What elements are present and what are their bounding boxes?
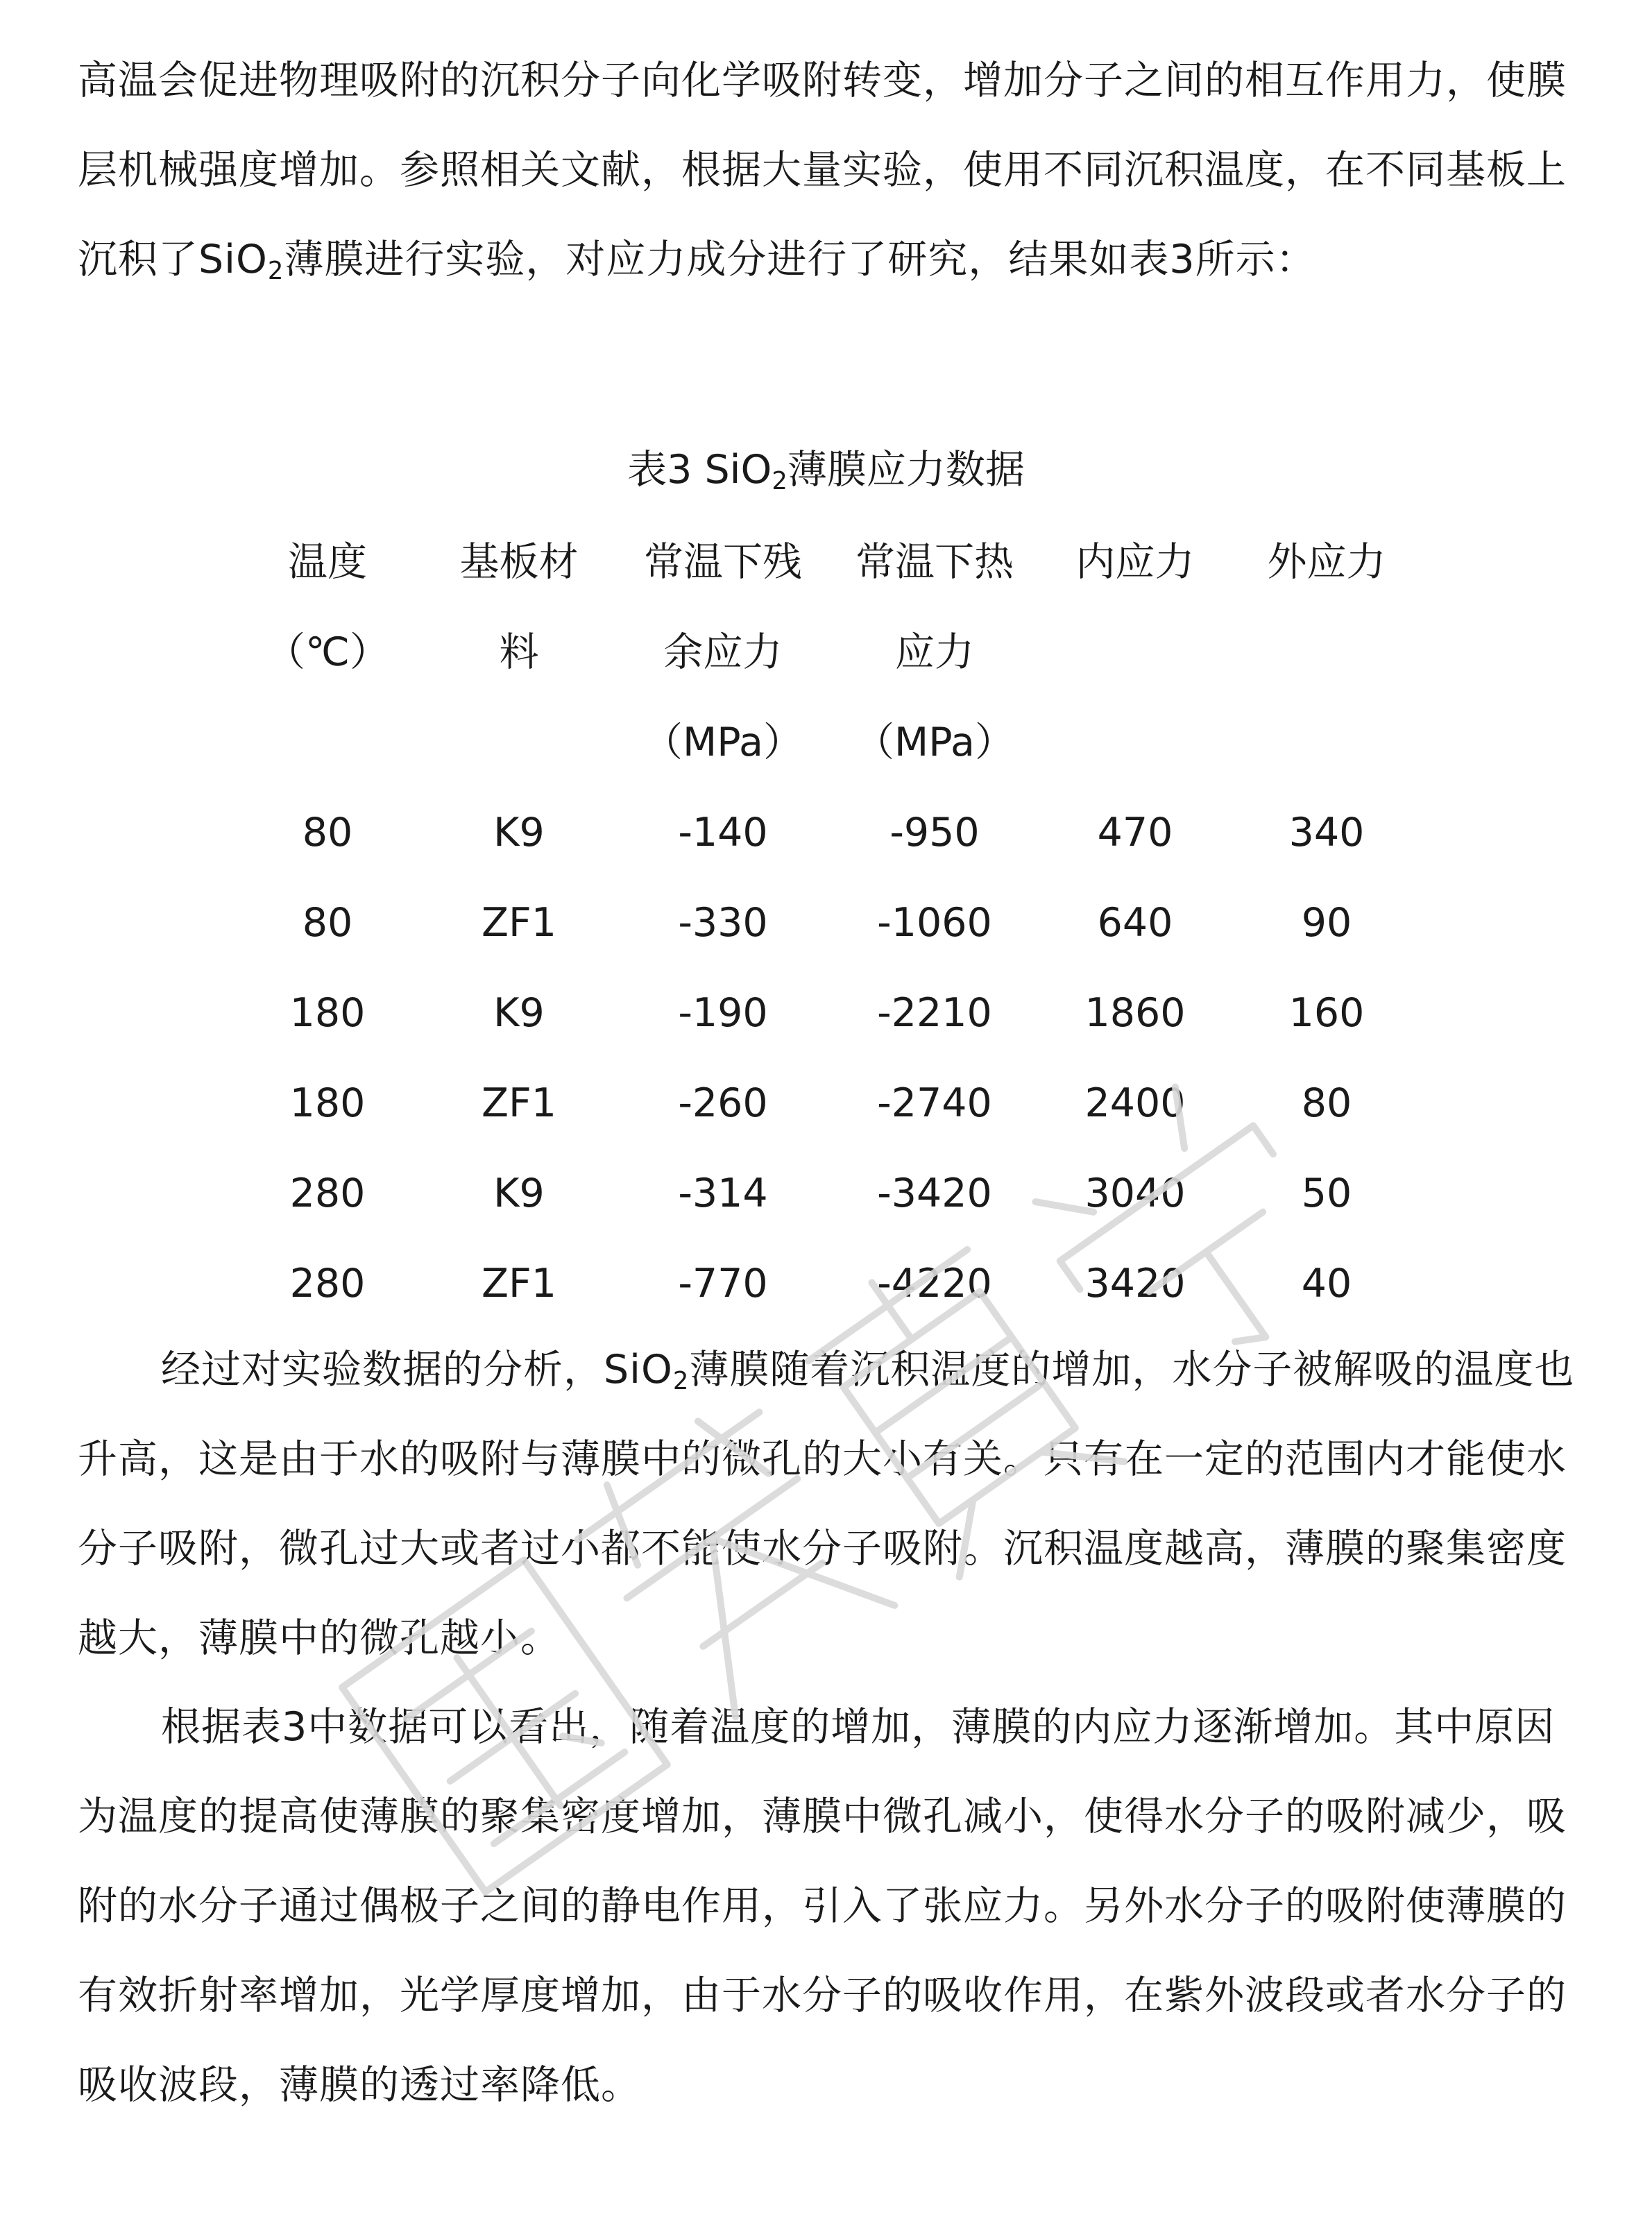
table-header-line bbox=[0, 517, 1652, 607]
table-cell: 1860 bbox=[1084, 990, 1186, 1036]
table-cell: -140 bbox=[678, 810, 768, 856]
paragraph-intro-tail: 薄膜进行实验，对应力成分进行了研究，结果如表3所示： bbox=[284, 237, 1316, 282]
header-cell: 基板材 bbox=[459, 539, 579, 585]
table-row bbox=[0, 968, 1652, 1058]
table-cell: -950 bbox=[889, 810, 980, 856]
header-cell: （MPa） bbox=[855, 720, 1014, 765]
paragraph-analysis-head: 经过对实验数据的分析，SiO bbox=[161, 1347, 673, 1393]
table-caption bbox=[0, 435, 1652, 504]
table-cell: 640 bbox=[1097, 900, 1173, 946]
table-cell: 180 bbox=[289, 990, 366, 1036]
table-cell: -1060 bbox=[877, 900, 992, 946]
table-cell: -770 bbox=[678, 1261, 768, 1307]
table-header-line bbox=[0, 607, 1652, 697]
table-cell: 80 bbox=[302, 900, 353, 946]
header-cell: 常温下热 bbox=[855, 539, 1014, 585]
table-cell: 180 bbox=[289, 1080, 366, 1126]
caption-subscript: 2 bbox=[772, 466, 787, 495]
table-cell: -330 bbox=[678, 900, 768, 946]
table-cell: ZF1 bbox=[481, 1261, 557, 1307]
table-row bbox=[0, 878, 1652, 968]
table-cell: 2400 bbox=[1084, 1080, 1186, 1126]
table-cell: 50 bbox=[1301, 1171, 1352, 1216]
table-cell: -2210 bbox=[877, 990, 992, 1036]
table-cell: 340 bbox=[1288, 810, 1365, 856]
header-cell: 内应力 bbox=[1075, 539, 1195, 585]
paragraph-conclusion: 根据表3中数据可以看出，随着温度的增加，薄膜的内应力逐渐增加。其中原因为温度的提高使薄膜的聚集密度增加，薄膜中微孔减小，使得水分子的吸附减少，吸附的水分子通过偶极子之间的静电作用，引入了张应力。另外水分子的吸附使薄膜的有效折射率增加，光学厚度增加，由于水分子的吸收作用，在紫外波段或者水分子的吸收波段，薄膜的透过率降低。 bbox=[78, 1704, 1567, 2108]
header-cell: 应力 bbox=[895, 629, 974, 675]
table-header-line bbox=[0, 697, 1652, 788]
caption-tail: 薄膜应力数据 bbox=[787, 447, 1025, 493]
header-cell: （MPa） bbox=[643, 720, 803, 765]
table-cell: 160 bbox=[1288, 990, 1365, 1036]
table-cell: -3420 bbox=[877, 1171, 992, 1216]
table-row bbox=[0, 1148, 1652, 1239]
table-cell: -314 bbox=[678, 1171, 768, 1216]
table-row bbox=[0, 788, 1652, 878]
table-cell: -4220 bbox=[877, 1261, 992, 1307]
header-cell: 料 bbox=[499, 629, 539, 675]
paragraph-intro-text: 高温会促进物理吸附的沉积分子向化学吸附转变，增加分子之间的相互作用力，使膜层机械强度增加。参照相关文献，根据大量实验，使用不同沉积温度，在不同基板上沉积了SiO bbox=[78, 58, 1567, 282]
table-cell: ZF1 bbox=[481, 900, 557, 946]
header-cell: 余应力 bbox=[663, 629, 783, 675]
paragraph-intro bbox=[78, 36, 1576, 305]
table-cell: 40 bbox=[1301, 1261, 1352, 1307]
table-cell: -2740 bbox=[877, 1080, 992, 1126]
table-cell: 470 bbox=[1097, 810, 1173, 856]
table-cell: K9 bbox=[493, 810, 545, 856]
caption-head: 表3 SiO bbox=[627, 447, 772, 493]
table-cell: K9 bbox=[493, 990, 545, 1036]
header-cell: 温度 bbox=[288, 539, 367, 585]
table-row bbox=[0, 1239, 1652, 1329]
subscript: 2 bbox=[267, 256, 284, 285]
table-cell: ZF1 bbox=[481, 1080, 557, 1126]
paragraph-analysis bbox=[78, 1325, 1576, 1683]
table-cell: 3420 bbox=[1084, 1261, 1186, 1307]
paragraph-analysis-tail: 薄膜随着沉积温度的增加，水分子被解吸的温度也升高，这是由于水的吸附与薄膜中的微孔的大小有关。只有在一定的范围内才能使水分子吸附，微孔过大或者过小都不能使水分子吸附。沉积温度越高，薄膜的聚集密度越大，薄膜中的微孔越小。 bbox=[78, 1347, 1575, 1661]
table-cell: -260 bbox=[678, 1080, 768, 1126]
table-cell: 280 bbox=[289, 1261, 366, 1307]
table-cell: 280 bbox=[289, 1171, 366, 1216]
table-cell: 80 bbox=[302, 810, 353, 856]
table-cell: 80 bbox=[1301, 1080, 1352, 1126]
table-cell: 90 bbox=[1301, 900, 1352, 946]
header-cell: 常温下残 bbox=[644, 539, 802, 585]
table-cell: K9 bbox=[493, 1171, 545, 1216]
table-cell: -190 bbox=[678, 990, 768, 1036]
table-cell: 3040 bbox=[1084, 1171, 1186, 1216]
header-cell: （℃） bbox=[265, 629, 389, 675]
subscript: 2 bbox=[672, 1366, 690, 1395]
table-row bbox=[0, 1058, 1652, 1148]
header-cell: 外应力 bbox=[1267, 539, 1386, 585]
